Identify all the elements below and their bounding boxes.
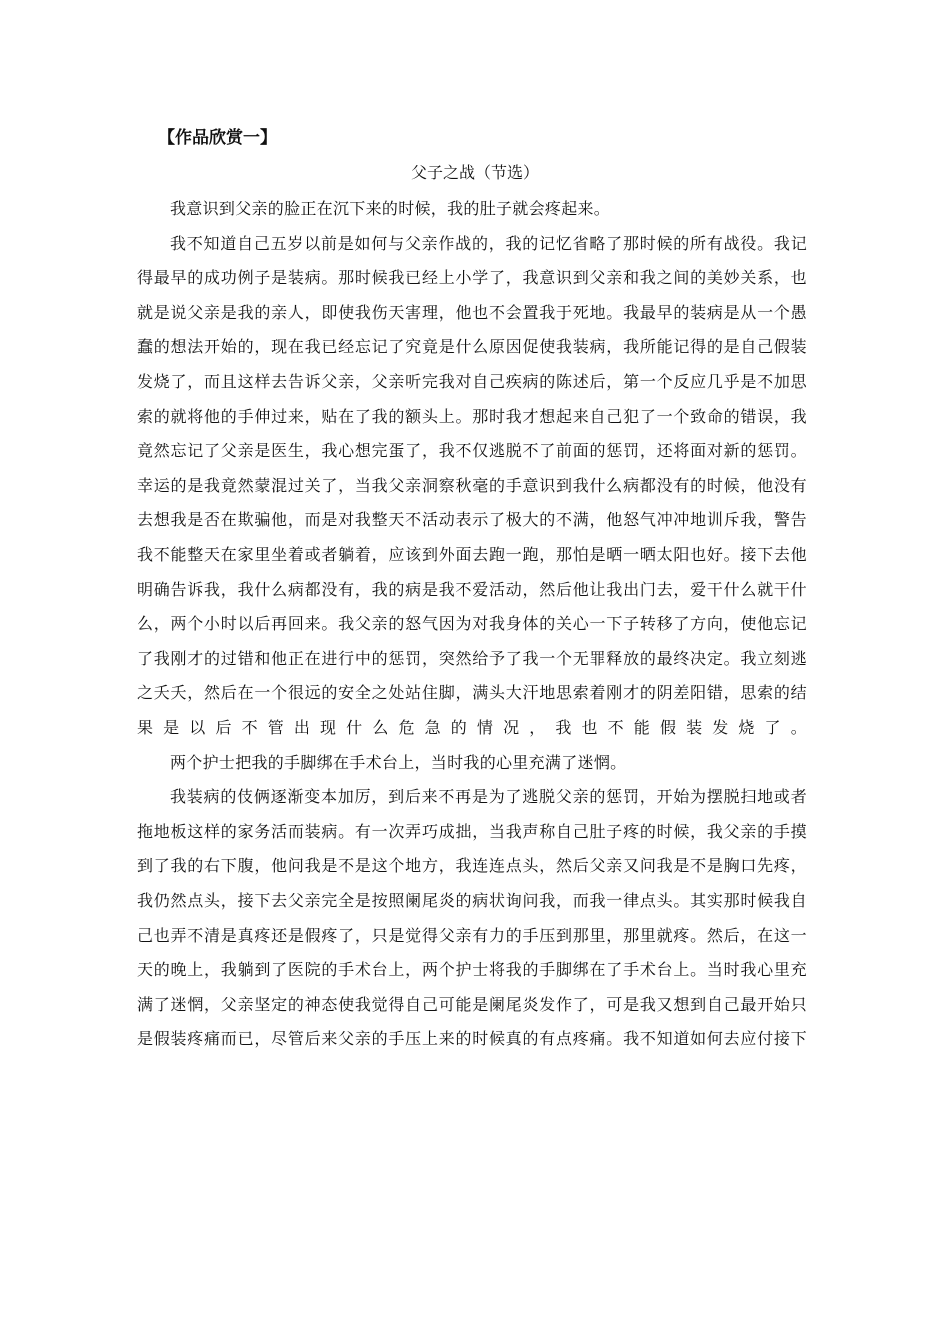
paragraph-line: 天的晚上，我躺到了医院的手术台上，两个护士将我的手脚绑在了手术台上。当时我心里充: [137, 960, 807, 979]
paragraph-line: 果是以后不管出现什么危急的情况，我也不能假装发烧了。: [137, 718, 807, 737]
paragraph-line: 我仍然点头，接下去父亲完全是按照阑尾炎的病状询问我，而我一律点头。其实那时候我自: [137, 891, 807, 910]
paragraph-line: 我不能整天在家里坐着或者躺着，应该到外面去跑一跑，那怕是晒一晒太阳也好。接下去他: [137, 545, 807, 564]
paragraph-line: 么，两个小时以后再回来。我父亲的怒气因为对我身体的关心一下子转移了方向，使他忘记: [137, 614, 807, 633]
paragraph-line: 发烧了，而且这样去告诉父亲，父亲听完我对自己疾病的陈述后，第一个反应几乎是不加思: [137, 372, 807, 391]
paragraph-line: 之夭夭，然后在一个很远的安全之处站住脚，满头大汗地思索着刚才的阴差阳错，思索的结: [137, 683, 807, 702]
paragraph-line: 我装病的伎俩逐渐变本加厉，到后来不再是为了逃脱父亲的惩罚，开始为摆脱扫地或者: [170, 787, 807, 806]
section-heading: 【作品欣赏一】: [158, 128, 277, 148]
paragraph-line: 我意识到父亲的脸正在沉下来的时候，我的肚子就会疼起来。: [170, 199, 611, 218]
paragraph-line: 明确告诉我，我什么病都没有，我的病是我不爱活动，然后他让我出门去，爱干什么就干什: [137, 580, 807, 599]
paragraph-line: 去想我是否在欺骗他，而是对我整天不活动表示了极大的不满，他怒气冲冲地训斥我，警告: [137, 510, 807, 529]
paragraph-line: 了我刚才的过错和他正在进行中的惩罚，突然给予了我一个无罪释放的最终决定。我立刻逃: [137, 649, 807, 668]
paragraph-line: 到了我的右下腹，他问我是不是这个地方，我连连点头，然后父亲又问我是不是胸口先疼，: [137, 856, 807, 875]
paragraph-line: 我不知道自己五岁以前是如何与父亲作战的，我的记忆省略了那时候的所有战役。我记: [170, 234, 807, 253]
paragraph-line: 蠢的想法开始的，现在我已经忘记了究竟是什么原因促使我装病，我所能记得的是自己假装: [137, 337, 807, 356]
paragraph-line: 是假装疼痛而已，尽管后来父亲的手压上来的时候真的有点疼痛。我不知道如何去应付接下: [137, 1029, 807, 1048]
paragraph-line: 竟然忘记了父亲是医生，我心想完蛋了，我不仅逃脱不了前面的惩罚，还将面对新的惩罚。: [137, 441, 807, 460]
paragraph-line: 就是说父亲是我的亲人，即使我伤天害理，他也不会置我于死地。我最早的装病是从一个愚: [137, 303, 807, 322]
paragraph-line: 索的就将他的手伸过来，贴在了我的额头上。那时我才想起来自己犯了一个致命的错误，我: [137, 407, 807, 426]
paragraph-line: 己也弄不清是真疼还是假疼了，只是觉得父亲有力的手压到那里，那里就疼。然后，在这一: [137, 926, 807, 945]
paragraph-line: 满了迷惘，父亲坚定的神态使我觉得自己可能是阑尾炎发作了，可是我又想到自己最开始只: [137, 995, 807, 1014]
paragraph-line: 拖地板这样的家务活而装病。有一次弄巧成拙，当我声称自己肚子疼的时候，我父亲的手摸: [137, 822, 807, 841]
article-title: 父子之战（节选）: [410, 163, 539, 182]
paragraph-line: 得最早的成功例子是装病。那时候我已经上小学了，我意识到父亲和我之间的美妙关系，也: [137, 268, 807, 287]
paragraph-line: 两个护士把我的手脚绑在手术台上，当时我的心里充满了迷惘。: [170, 753, 627, 772]
paragraph-line: 幸运的是我竟然蒙混过关了，当我父亲洞察秋毫的手意识到我什么病都没有的时候，他没有: [137, 476, 807, 495]
